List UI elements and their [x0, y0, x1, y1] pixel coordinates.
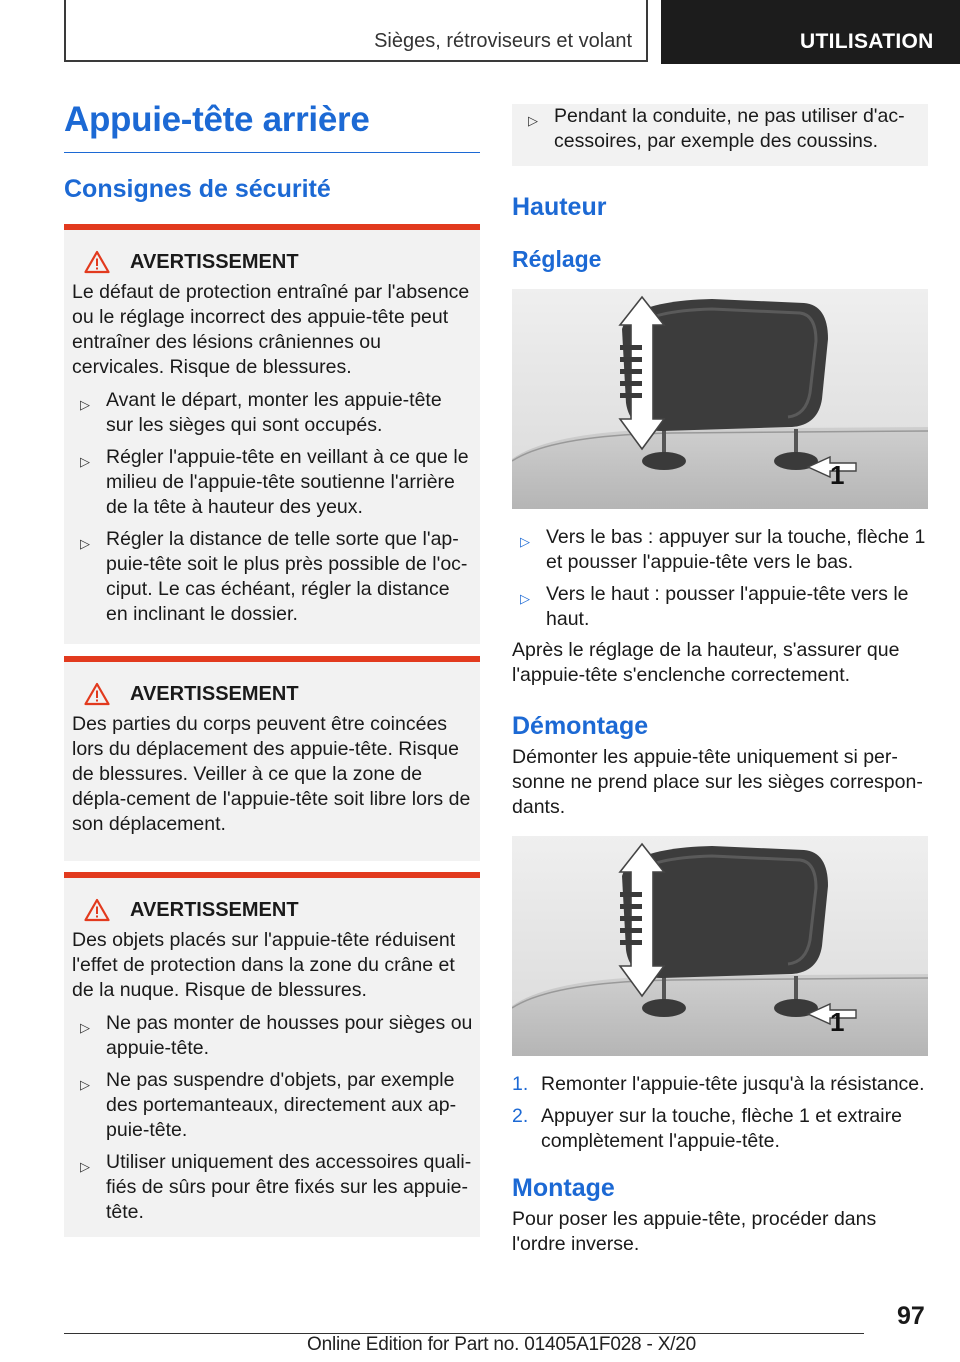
triangle-bullet-icon: ▷ [80, 1159, 90, 1174]
list-item: 2. Appuyer sur la touche, flèche 1 et extraire complètement l'appuie-tête. [512, 1105, 902, 1152]
left-column [64, 100, 480, 1237]
section-title-montage: Montage [512, 1174, 615, 1202]
reglage-list [512, 525, 928, 632]
list-item: ▷ Pendant la conduite, ne pas utiliser d'ac-cessoires, par exemple des coussins. [528, 105, 905, 152]
warning-list [72, 388, 473, 627]
list-item: ▷ Avant le départ, monter les appuie-tête sur les sièges qui sont occupés. [80, 389, 442, 436]
triangle-bullet-icon: ▷ [80, 397, 90, 412]
list-item: ▷ Utiliser uniquement des accessoires quali-fiés de sûrs pour être fixés sur les appuie-tête. [80, 1151, 472, 1223]
triangle-bullet-icon: ▷ [520, 534, 530, 549]
triangle-bullet-icon: ▷ [80, 1077, 90, 1092]
list-item: ▷ Ne pas suspendre d'objets, par exemple des portemanteaux, directement aux ap-puie-tête. [80, 1069, 457, 1141]
figure-callout-label: 1 [830, 460, 845, 490]
reglage-note: Après le réglage de la hauteur, s'assurer que l'appuie-tête s'enclenche correctement. [512, 639, 900, 686]
subsection-title-reglage: Réglage [512, 246, 602, 272]
headrest-height-figure [512, 289, 928, 509]
list-item: ▷ Ne pas monter de housses pour sièges ou appuie-tête. [80, 1012, 473, 1059]
warning-triangle-icon [84, 682, 110, 706]
triangle-bullet-icon: ▷ [520, 591, 530, 606]
header-chapter-title: UTILISATION [800, 30, 934, 53]
warning-triangle-icon [84, 250, 110, 274]
figure-callout-label: 1 [830, 1007, 845, 1037]
warning-text: Des objets placés sur l'appuie-tête réduisent l'effet de protection dans la zone du crâne et de la nuque. Risque de blessures. [72, 929, 456, 1001]
header-chapter-tab [661, 0, 960, 64]
list-item: ▷ Vers le haut : pousser l'appuie-tête vers le haut. [520, 583, 909, 630]
warning-text: Le défaut de protection entraîné par l'absence ou le réglage incorrect des appuie-tête peut entraîner des lésions crâniennes ou cervicales. Risque de blessures. [72, 281, 470, 378]
right-column [512, 104, 928, 1257]
warning-box-continued [512, 104, 928, 166]
triangle-bullet-icon: ▷ [80, 536, 90, 551]
demontage-steps [512, 1072, 928, 1154]
section-title-demontage: Démontage [512, 712, 649, 740]
list-item: 1. Remonter l'appuie-tête jusqu'à la résistance. [512, 1073, 925, 1095]
warning-box-1 [64, 224, 480, 644]
warning-box-2 [64, 656, 480, 861]
warning-label: AVERTISSEMENT [130, 682, 299, 705]
section-title-safety: Consignes de sécurité [64, 175, 331, 203]
header-section-tab [64, 0, 648, 62]
demontage-text: Démonter les appuie-tête uniquement si per-sonne ne prend place sur les sièges correspon-dants. [512, 746, 923, 818]
triangle-bullet-icon: ▷ [80, 454, 90, 469]
montage-text: Pour poser les appuie-tête, procéder dans l'ordre inverse. [512, 1208, 877, 1255]
header-section-title: Sièges, rétroviseurs et volant [374, 30, 632, 52]
page-number: 97 [897, 1302, 925, 1330]
list-item: ▷ Vers le bas : appuyer sur la touche, flèche 1 et pousser l'appuie-tête vers le bas. [520, 526, 926, 573]
warning-list [520, 104, 921, 154]
warning-label: AVERTISSEMENT [130, 898, 299, 921]
list-item: ▷ Régler l'appuie-tête en veillant à ce que le milieu de l'appuie-tête soutienne l'arrière de la tête à hauteur des yeux. [80, 446, 469, 518]
warning-text: Des parties du corps peuvent être coincées lors du déplacement des appuie-tête. Risque de blessures. Veiller à ce que la zone de dépla-cement de l'appuie-tête soit libre lors de son déplacement. [72, 713, 471, 835]
warning-label: AVERTISSEMENT [130, 250, 299, 273]
section-title-hauteur: Hauteur [512, 193, 607, 221]
warning-list [72, 1011, 473, 1225]
footer-edition: Online Edition for Part no. 01405A1F028 - X/20 [307, 1334, 696, 1355]
warning-triangle-icon [84, 898, 110, 922]
headrest-removal-figure [512, 836, 928, 1056]
warning-box-3 [64, 872, 480, 1237]
triangle-bullet-icon: ▷ [528, 113, 538, 128]
triangle-bullet-icon: ▷ [80, 1020, 90, 1035]
list-item: ▷ Régler la distance de telle sorte que l'ap-puie-tête soit le plus près possible de l'oc-ciput. Le cas échéant, régler la distance en inclinant le dossier. [80, 528, 468, 625]
page-title: Appuie-tête arrière [64, 100, 480, 153]
